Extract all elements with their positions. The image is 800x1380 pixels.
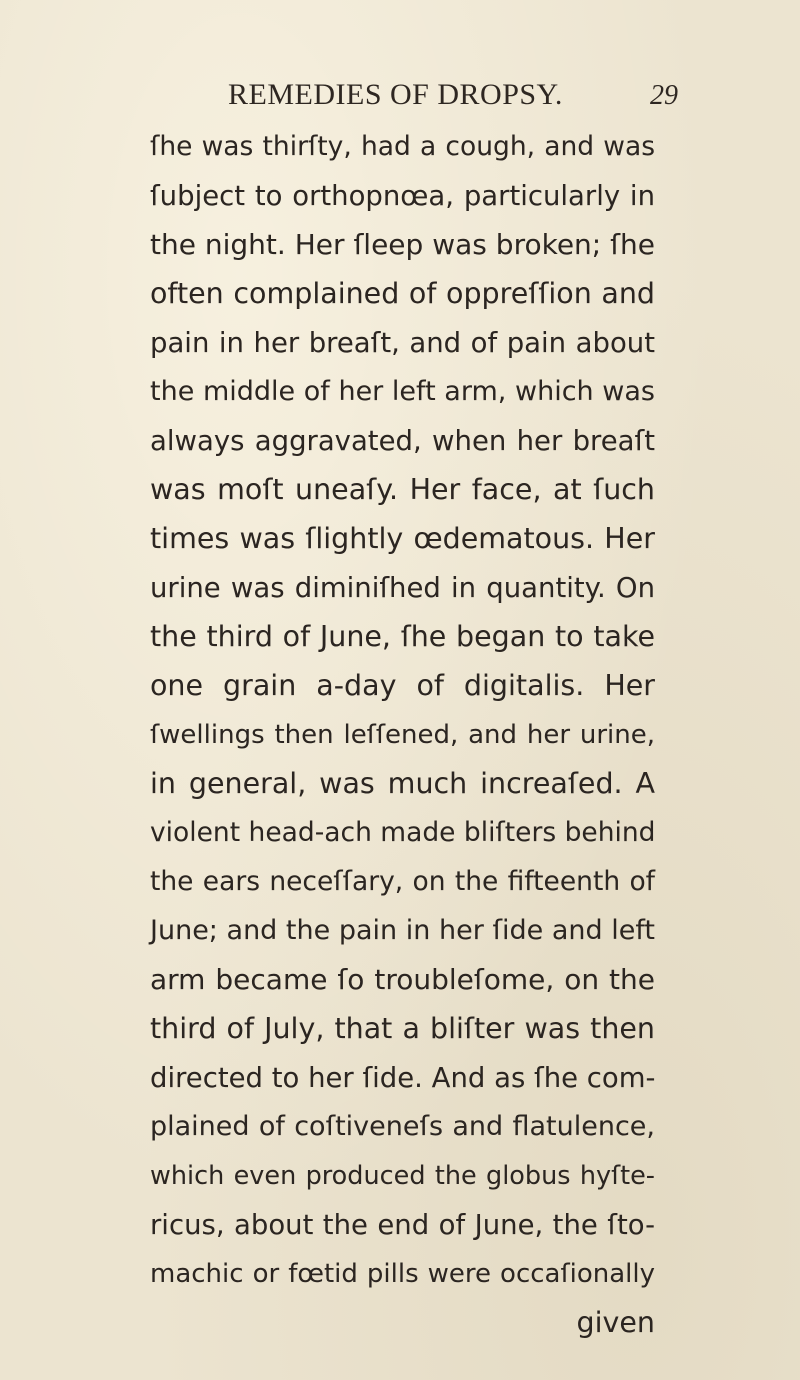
- text-line: in general, was much increaſed. A: [150, 767, 655, 800]
- running-title: REMEDIES OF DROPSY.: [228, 78, 563, 111]
- catchword: given: [576, 1306, 655, 1339]
- text-line: machic or fœtid pills were occaſionally: [150, 1259, 655, 1289]
- text-line: ricus, about the end of June, the ſto-: [150, 1209, 655, 1241]
- text-line: urine was diminiſhed in quantity. On: [150, 572, 655, 604]
- text-line: the third of June, ſhe began to take: [150, 620, 655, 653]
- text-line: was moſt uneaſy. Her face, at ſuch: [150, 473, 655, 506]
- text-line: times was ſlightly œdematous. Her: [150, 522, 655, 555]
- text-line: the ears neceſſary, on the fifteenth of: [150, 866, 655, 897]
- text-line: the night. Her ſleep was broken; ſhe: [150, 228, 655, 261]
- text-line: which even produced the globus hyſte-: [150, 1161, 655, 1191]
- text-line: directed to her ſide. And as ſhe com-: [150, 1062, 656, 1094]
- page-number: 29: [650, 80, 678, 111]
- text-line: pain in her breaſt, and of pain about: [150, 327, 655, 359]
- text-line: June; and the pain in her ſide and left: [150, 915, 655, 946]
- text-line: third of July, that a bliſter was then: [150, 1012, 655, 1045]
- text-line: plained of coſtiveneſs and flatulence,: [150, 1111, 655, 1142]
- text-line: always aggravated, when her breaſt: [150, 425, 655, 457]
- text-line: violent head-ach made bliſters behind: [150, 817, 656, 848]
- page-header: [228, 78, 678, 118]
- text-line: one grain a-day of digitalis. Her: [150, 669, 655, 702]
- text-line: ſhe was thirſty, had a cough, and was: [150, 131, 655, 162]
- text-line: ſwellings then leſſened, and her urine,: [150, 720, 655, 750]
- text-line: often complained of oppreſſion and: [150, 277, 655, 310]
- text-line: ſubject to orthopnœa, particularly in: [150, 180, 655, 212]
- text-line: the middle of her left arm, which was: [150, 376, 655, 407]
- text-line: arm became ſo troubleſome, on the: [150, 963, 655, 996]
